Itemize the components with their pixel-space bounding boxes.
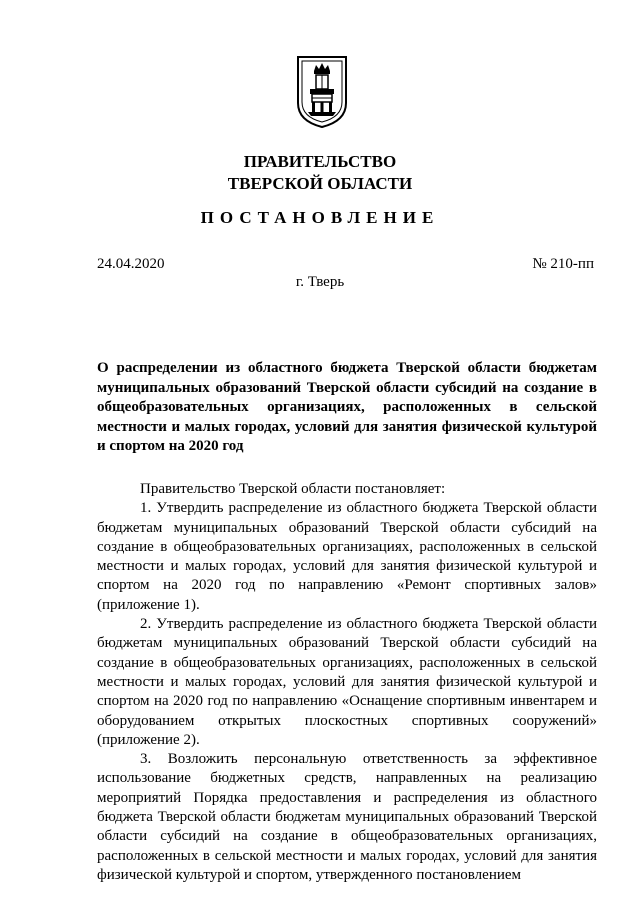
government-title <box>0 151 640 195</box>
government-title-line2: ТВЕРСКОЙ ОБЛАСТИ <box>227 174 413 193</box>
document-heading: О распределении из областного бюджета Тверской области бюджетам муниципальных образований Тверской области субсидий на создание в общеобразовательных организациях, расположенных в сельской местности и малых городах, условий для занятия физической культурой и спортом на 2020 год <box>97 360 597 454</box>
document-date: 24.04.2020 <box>97 256 165 272</box>
body-intro: Правительство Тверской области постановляет: <box>140 481 446 497</box>
document-number: № 210-пп <box>532 256 594 272</box>
document-city: г. Тверь <box>295 274 345 290</box>
body-item-3: 3. Возложить персональную ответственность за эффективное использование бюджетных средств, направленных на реализацию мероприятий Порядка предоставления и распределения из областного бюджета Тверской области бюджетам муниципальных образований Тверской области субсидий на создание в общеобразовательных организациях, расположенных в сельской местности и малых городах, условий для занятия физической культурой и спортом, утвержденного постановлением <box>97 751 597 883</box>
body-item-2: 2. Утвердить распределение из областного бюджета Тверской области бюджетам муниципальных образований Тверской области субсидий на создание в общеобразовательных организациях, расположенных в сельской местности и малых городах, условий для занятия физической культурой и спортом на 2020 год по направлению «Оснащение спортивным инвентарем и оборудованием открытых плоскостных спортивных сооружений» (приложение 2). <box>97 616 597 748</box>
government-title-line1: ПРАВИТЕЛЬСТВО <box>243 152 397 171</box>
tver-coat-of-arms-icon <box>296 55 348 129</box>
document-type: ПОСТАНОВЛЕНИЕ <box>200 208 440 227</box>
body-item-1: 1. Утвердить распределение из областного бюджета Тверской области бюджетам муниципальных образований Тверской области субсидий на создание в общеобразовательных организациях, расположенных в сельской местности и малых городах, условий для занятия физической культурой и спортом на 2020 год по направлению «Ремонт спортивных залов» (приложение 1). <box>97 500 597 613</box>
document-body <box>97 480 597 885</box>
